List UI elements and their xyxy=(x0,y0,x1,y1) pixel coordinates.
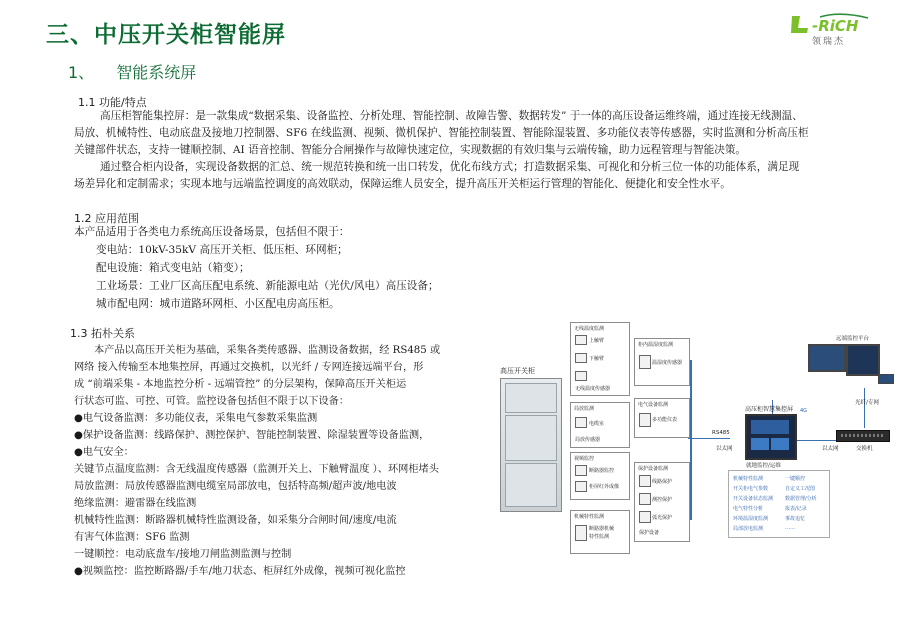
sensor-icon xyxy=(575,353,587,363)
group-mechanical xyxy=(570,510,630,554)
feature-item: …… xyxy=(785,525,795,531)
item-label: 保护设备 xyxy=(639,530,660,536)
meter-icon xyxy=(639,413,651,427)
sensor-icon xyxy=(575,371,587,381)
cabinet-door-bottom xyxy=(505,463,557,507)
svg-text:-RiCH: -RiCH xyxy=(812,17,859,35)
feature-item: 开关设备状态监测 xyxy=(733,496,774,502)
item-label: 上触臂 xyxy=(589,338,605,344)
subsection-title-1-2: 1.2 应用范围 xyxy=(74,212,139,225)
text-line: 局放监测：局放传感器监测电缆室局部放电，包括特高频/超声波/地电波 xyxy=(74,481,397,492)
feature-item: 机械特性监测 xyxy=(733,476,764,482)
text-line: 本产品适用于各类电力系统高压设备场景，包括但不限于： xyxy=(74,226,350,238)
section-title: 智能系统屏 xyxy=(116,63,197,82)
feature-item: 事故追忆 xyxy=(785,516,806,522)
text-line: ●电气安全： xyxy=(74,447,134,458)
text-line: 通过整合柜内设备，实现设备数据的汇总、统一规范转换和统一出口转发，优化布线方式；打造数据采集、可视化和分析三位一体的功能体系，满足现 xyxy=(100,161,800,173)
feature-item: 自定义工况图 xyxy=(785,486,816,492)
relay-icon xyxy=(639,511,651,523)
feature-item: 开关柜电气参数 xyxy=(733,486,769,492)
text-line: 工业场景：工业厂区高压配电系统、新能源电站（光伏/风电）高压设备； xyxy=(96,280,439,292)
text-line: 行状态可监、可控、可管。监控设备包括但不限于以下设备： xyxy=(74,396,350,407)
fiber-label: 光纤/专网 xyxy=(855,400,879,406)
bus-line xyxy=(690,360,692,520)
text-line: 绝缘监测：避雷器在线监测 xyxy=(74,498,197,509)
text-line: 场差异化和定制需求；实现本地与远端监控调度的高效联动，保障运维人员安全，提升高压开关柜运行管理的智能化、便捷化和安全性水平。 xyxy=(74,178,731,190)
group-title: 柜内温湿度监测 xyxy=(638,342,674,348)
item-label: 特性监测 xyxy=(589,534,610,540)
item-label: 测控保护 xyxy=(652,497,673,503)
text-line: ●保护设备监测：线路保护、测控保护、智能控制装置、除湿装置等设备监测， xyxy=(74,430,430,441)
group-video xyxy=(570,452,630,500)
remote-laptop-image xyxy=(878,374,894,384)
item-label: 局放传感器 xyxy=(575,437,601,443)
4g-label: 4G xyxy=(800,408,808,414)
feature-item: 一键顺控 xyxy=(785,476,806,482)
camera-icon xyxy=(575,465,587,476)
rs485-label: RS485 xyxy=(712,430,730,436)
text-line: ●电气设备监测：多功能仪表，采集电气参数采集监测 xyxy=(74,413,318,424)
text-line: 关键部件状态，支持一键顺控制、AI 语音控制、智能分合闸操作与故障快速定位，实现数据的有效归集与云端传输，助力远程管理与智能决策。 xyxy=(74,144,747,156)
item-label: 下触臂 xyxy=(589,356,605,362)
subsection-title-1-3: 1.3 拓朴关系 xyxy=(70,327,135,340)
item-label: 无线温度传感器 xyxy=(575,386,611,392)
remote-monitor-image xyxy=(808,344,846,372)
text-line: 关键节点温度监测：含无线温度传感器（监测开关上、下触臂温度 ）、环网柜堵头 xyxy=(74,464,439,475)
switchgear-cabinet-image xyxy=(500,378,562,512)
remote-pc-image xyxy=(846,344,880,376)
rs485-line xyxy=(688,438,730,439)
ethernet-label: 以太网 xyxy=(716,446,733,452)
screen-title: 高压柜智慧集控屏 xyxy=(745,406,794,413)
relay-icon xyxy=(639,493,651,505)
ethernet-label-2: 以太网 xyxy=(822,446,839,452)
text-line: 有害气体监测：SF6 监测 xyxy=(74,532,190,543)
group-title: 视频监控 xyxy=(574,456,595,462)
text-line: 城市配电网：城市道路环网柜、小区配电房高压柜。 xyxy=(96,298,340,310)
group-title: 机械特性监测 xyxy=(574,514,605,520)
cabinet-door-middle xyxy=(505,415,557,461)
feature-list xyxy=(728,470,830,538)
text-line: 成 “前端采集 - 本地监控分析 - 远端管控” 的分层架构，保障高压开关柜运 xyxy=(74,379,407,390)
group-partial-discharge xyxy=(570,402,630,448)
item-label: 柜屏红外成像 xyxy=(589,484,620,490)
group-cabinet-temp-humidity xyxy=(634,338,690,386)
item-label: 线路保护 xyxy=(652,479,673,485)
section-heading xyxy=(68,60,196,83)
cabinet-title: 高压开关柜 xyxy=(500,367,535,375)
cabinet-door-top xyxy=(505,383,557,413)
feature-item: 电气特性分析 xyxy=(733,506,764,512)
text-line: 本产品以高压开关柜为基础，采集各类传感器、监测设备数据，经 RS485 或 xyxy=(94,345,441,356)
group-protection xyxy=(634,462,690,542)
text-line: ●视频监控：监控断路器/手车/地刀状态、柜屏红外成像，视频可视化监控 xyxy=(74,566,406,577)
group-wireless-temp xyxy=(570,322,630,396)
item-label: 断路器机械 xyxy=(589,526,615,532)
feature-item: 数据管理/分析 xyxy=(785,496,817,502)
logo-chinese-name: 领瑞杰 xyxy=(812,37,846,47)
item-label: 电缆室 xyxy=(589,421,605,427)
network-switch-image xyxy=(836,430,890,442)
text-line: 局放、机械特性、电动底盘及接地刀控制器、SF6 在线监测、视频、微机保护、智能控制装置、智能除湿装置、多功能仪表等传感器，实时监测和分析高压柜 xyxy=(74,127,809,139)
sensor-icon xyxy=(575,417,587,428)
relay-icon xyxy=(639,475,651,487)
group-title: 电气设备监测 xyxy=(638,402,669,408)
sensor-icon xyxy=(575,525,587,541)
item-label: 多功能仪表 xyxy=(652,417,678,423)
text-line: 机械特性监测：断路器机械特性监测设备，如采集分合闸时间/速度/电流 xyxy=(74,515,397,526)
fiber-line xyxy=(864,388,865,428)
text-line: 一键顺控：电动底盘车/接地刀闸监测监测与控制 xyxy=(74,549,292,560)
text-line: 变电站：10kV-35kV 高压开关柜、低压柜、环网柜； xyxy=(96,244,348,256)
sensor-icon xyxy=(639,355,651,369)
control-screen-image xyxy=(745,414,797,460)
group-title: 无线温度监测 xyxy=(574,326,605,332)
feature-item: 报表/记录 xyxy=(785,506,807,512)
text-line: 配电设施：箱式变电站（箱变）； xyxy=(96,262,250,274)
page-title: 三、中压开关柜智能屏 xyxy=(46,22,286,48)
screen-subtitle: 就地监控/运维 xyxy=(746,463,781,469)
sensor-icon xyxy=(575,335,587,345)
subsection-title-1-1: 1.1 功能/特点 xyxy=(78,96,147,109)
item-label: 弧光保护 xyxy=(652,515,673,521)
feature-item: 环境温湿度监测 xyxy=(733,516,769,522)
section-number: 1、 xyxy=(68,63,95,82)
group-electrical xyxy=(634,398,690,438)
item-label: 温湿度传感器 xyxy=(652,360,683,366)
item-label: 断路器监控 xyxy=(589,468,615,474)
remote-platform-title: 远端监控平台 xyxy=(836,336,870,342)
text-line: 网络 接入传输至本地集控屏，再通过交换机，以光纤 / 专网连接远端平台，形 xyxy=(74,362,424,373)
group-title: 局放监测 xyxy=(574,406,595,412)
camera-icon xyxy=(575,481,587,492)
switch-label: 交换机 xyxy=(856,446,873,452)
text-line: 高压柜智能集控屏：是一款集成“数据采集、设备监控、分析处理、智能控制、故障告警、数据转发” 于一体的高压设备运维终端，通过连接无线测温、 xyxy=(100,110,803,122)
group-title: 保护设备监测 xyxy=(638,466,669,472)
feature-item: 局部放电监测 xyxy=(733,526,764,532)
